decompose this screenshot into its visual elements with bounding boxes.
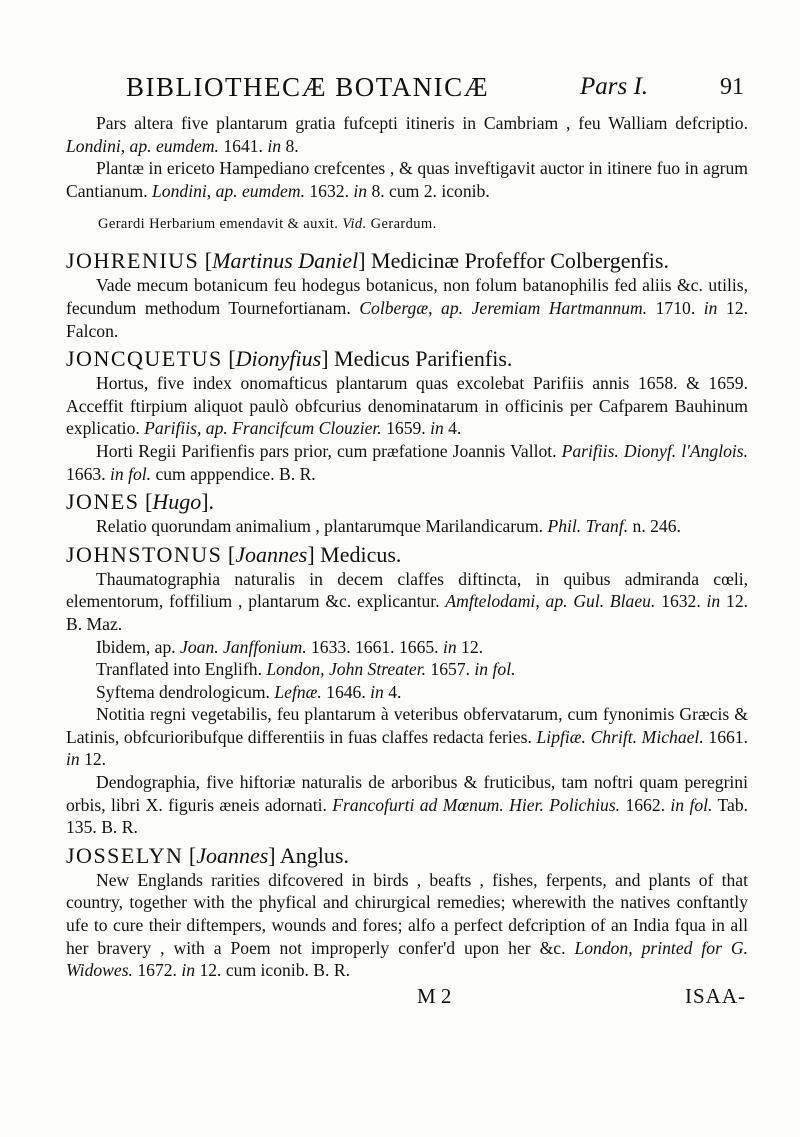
bibliography-entry (66, 542, 748, 839)
part-label: Pars I. (580, 73, 649, 100)
catchword: ISAA- (685, 983, 746, 1008)
author-heading: JOHNSTONUS [Joannes] Medicus. (66, 541, 402, 567)
entry-paragraph: Plantæ in ericeto Hampediano crefcentes , & quas inveftigavit auctor in itinere fuo in agrum Cantianum. Londini, ap. eumdem. 1632. in 8. cum 2. iconib. (66, 158, 748, 201)
bibliography-entry (66, 346, 748, 485)
signature-mark: M 2 (417, 983, 452, 1008)
page-number: 91 (720, 74, 744, 100)
entry-paragraph: Thaumatographia naturalis in decem claffes diftincta, in quibus admiranda cœli, elementorum, foffilium , plantarum &c. explicantur. Amftelodami, ap. Gul. Blaeu. 1632. in 12. B. Maz. (66, 568, 749, 634)
page-footer (66, 984, 748, 1010)
entry-paragraph: Vade mecum botanicum feu hodegus botanicus, non folum batanophilis fed aliis &c. utilis, fecundum methodum Tournefortianam. Colbergæ, ap. Jeremiam Hartmannum. 1710. in 12. Falcon. (66, 275, 748, 341)
entries-list (66, 112, 748, 982)
entry-paragraph: Syftema dendrologicum. Lefnæ. 1646. in 4. (96, 681, 402, 702)
author-surname: JONES (66, 489, 140, 515)
entry-paragraph: New Englands rarities difcovered in birds , beafts , fishes, ferpents, and plants of that country, together with the phyfical and chirurgical remedies; wherewith the natives conftantly ufe to cure their diftempers, wounds and fores; alfo a perfect defcription of an India fqua in all her bravery , with a Poem not improperly confer'd upon her &c. London, printed for G. Widowes. 1672. in 12. cum iconib. B. R. (66, 869, 748, 981)
entry-paragraph: Tranflated into Englifh. London, John Streater. 1657. in fol. (96, 659, 516, 680)
entry-paragraph: Hortus, five index onomafticus plantarum quas excolebat Parifiis annis 1658. & 1659. Acceffit ftirpium aliquot paulò obfcurius denominatarum in officinis per Cafparem Bauhinum explicatio. Parifiis, ap. Francifcum Clouzier. 1659. in 4. (66, 373, 748, 439)
author-forename: Joannes (196, 842, 269, 868)
author-surname: JOHRENIUS (66, 248, 200, 274)
entry-note: Gerardi Herbarium emendavit & auxit. Vid. Gerardum. (98, 216, 437, 233)
author-heading: JONES [Hugo]. (66, 489, 215, 515)
author-forename: Dionyfius (235, 346, 322, 372)
entry-paragraph: Notitia regni vegetabilis, feu plantarum à veteribus obfervatarum, cum fynonimis Græcis & Latinis, obfcurioribufque differentiis in fuas claffes redacta feries. Lipfiæ. Chrift. Michael. 1661. in 12. (66, 704, 748, 770)
entry-paragraph: Horti Regii Parifienfis pars prior, cum præfatione Joannis Vallot. Parifiis. Dionyf. l'Anglois. 1663. in fol. cum apppendice. B. R. (66, 440, 749, 484)
author-forename: Joannes (235, 541, 308, 567)
author-forename: Hugo (152, 489, 202, 515)
author-heading: JONCQUETUS [Dionyfius] Medicus Parifienfis. (66, 346, 513, 372)
bibliography-entry (66, 489, 748, 538)
bibliography-entry (66, 112, 748, 234)
bibliography-entry (66, 843, 748, 982)
running-head (66, 72, 748, 112)
author-surname: JOHNSTONUS (66, 541, 223, 567)
author-surname: JONCQUETUS (66, 346, 223, 372)
author-surname: JOSSELYN (66, 842, 184, 868)
author-heading: JOHRENIUS [Martinus Daniel] Medicinæ Profeffor Colbergenfis. (66, 248, 669, 274)
bibliography-entry (66, 248, 748, 342)
entry-paragraph: Relatio quorundam animalium , plantarumque Marilandicarum. Phil. Tranf. n. 246. (96, 516, 681, 537)
entry-paragraph: Ibidem, ap. Joan. Janffonium. 1633. 1661. 1665. in 12. (96, 636, 484, 657)
entry-paragraph: Pars altera five plantarum gratia fufcepti itineris in Cambriam , feu Walliam defcriptio. Londini, ap. eumdem. 1641. in 8. (66, 113, 748, 156)
author-forename: Martinus Daniel (212, 248, 359, 274)
running-title: BIBLIOTHECÆ BOTANICÆ (126, 72, 490, 102)
entry-paragraph: Dendographia, five hiftoriæ naturalis de arboribus & fruticibus, tam noftri quam peregrini orbis, libri X. figuris æneis adornati. Francofurti ad Mœnum. Hier. Polichius. 1662. in fol. Tab. 135. B. R. (66, 772, 749, 838)
author-heading: JOSSELYN [Joannes] Anglus. (66, 842, 349, 868)
